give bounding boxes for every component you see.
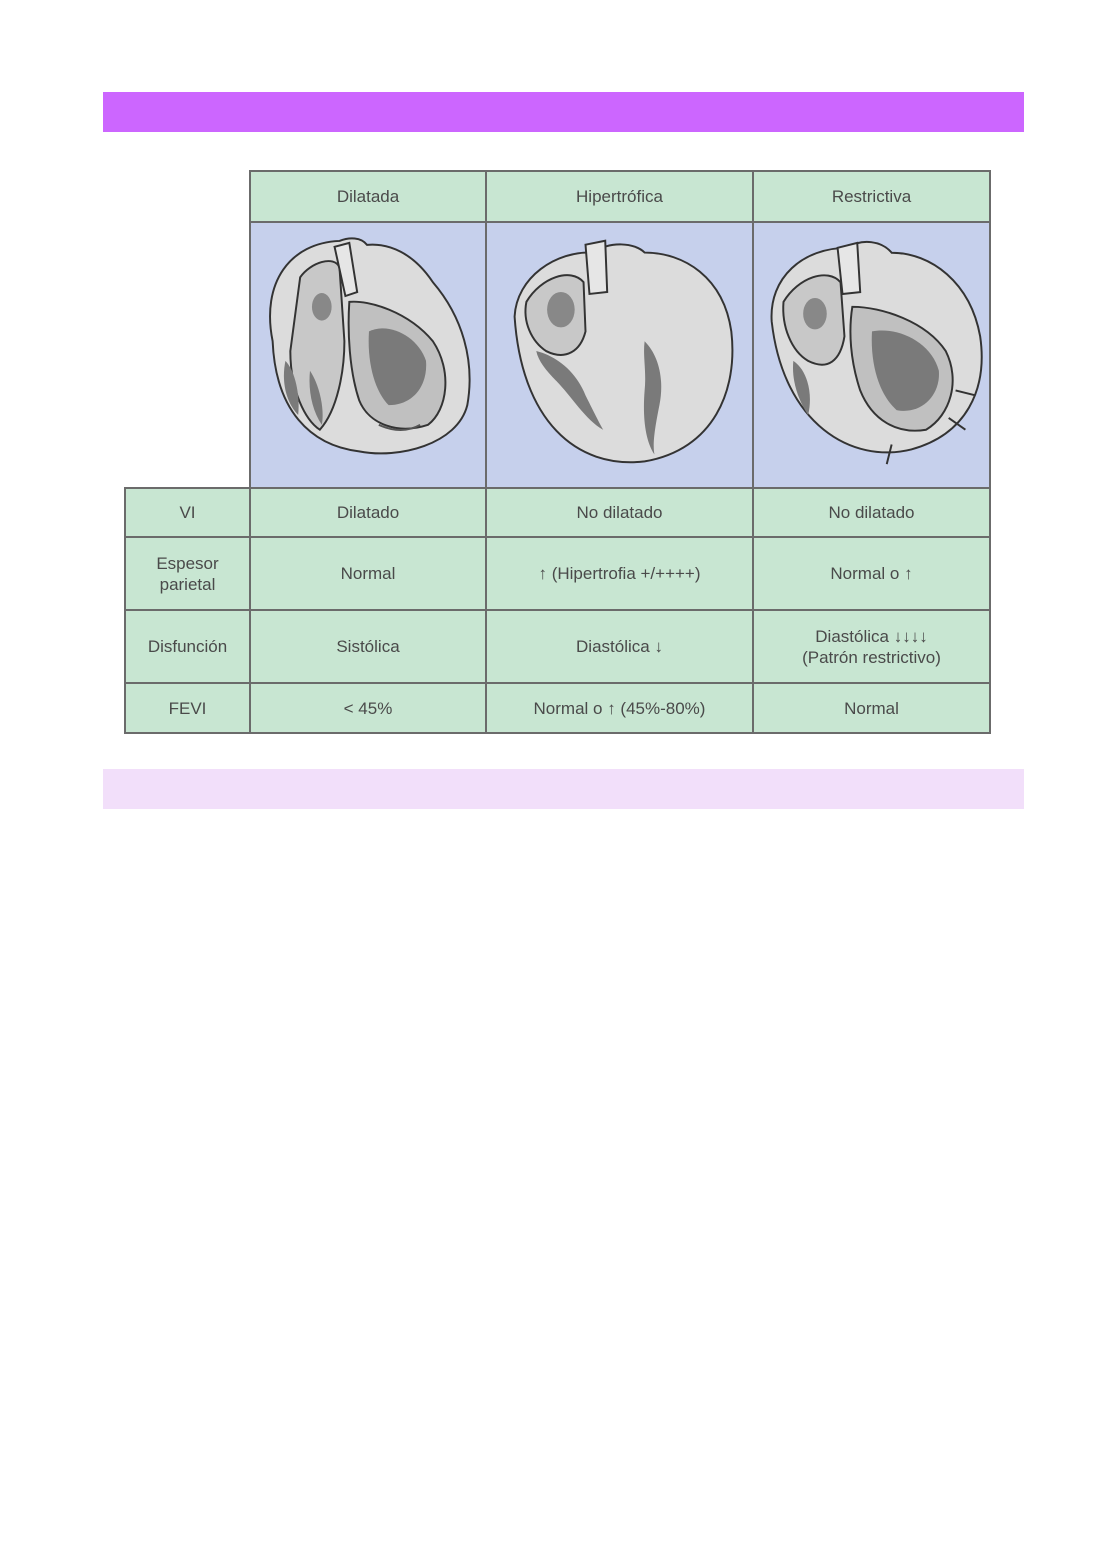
table-cell: Normal o ↑ [752, 536, 991, 611]
row-label-vi: VI [124, 487, 251, 538]
table-cell: Dilatado [249, 487, 487, 538]
table-cell: ↑ (Hipertrofia +/++++) [485, 536, 754, 611]
caption-banner [103, 769, 1024, 809]
table-cell: Diastólica ↓ [485, 609, 754, 684]
table-cell: Normal [249, 536, 487, 611]
table-cell: Diastólica ↓↓↓↓ (Patrón restrictivo) [752, 609, 991, 684]
heart-hypertrophic-illustration [485, 221, 754, 489]
row-label-fevi: FEVI [124, 682, 251, 734]
table-cell: No dilatado [752, 487, 991, 538]
column-header-hipertrofica: Hipertrófica [485, 170, 754, 223]
row-label-espesor-parietal: Espesor parietal [124, 536, 251, 611]
table-cell: Sistólica [249, 609, 487, 684]
heart-dilated-illustration [249, 221, 487, 489]
column-header-dilatada: Dilatada [249, 170, 487, 223]
column-header-restrictiva: Restrictiva [752, 170, 991, 223]
heart-restrictive-illustration [752, 221, 991, 489]
table-cell: < 45% [249, 682, 487, 734]
table-cell: No dilatado [485, 487, 754, 538]
table-cell: Normal [752, 682, 991, 734]
table-cell: Normal o ↑ (45%-80%) [485, 682, 754, 734]
row-label-disfuncion: Disfunción [124, 609, 251, 684]
